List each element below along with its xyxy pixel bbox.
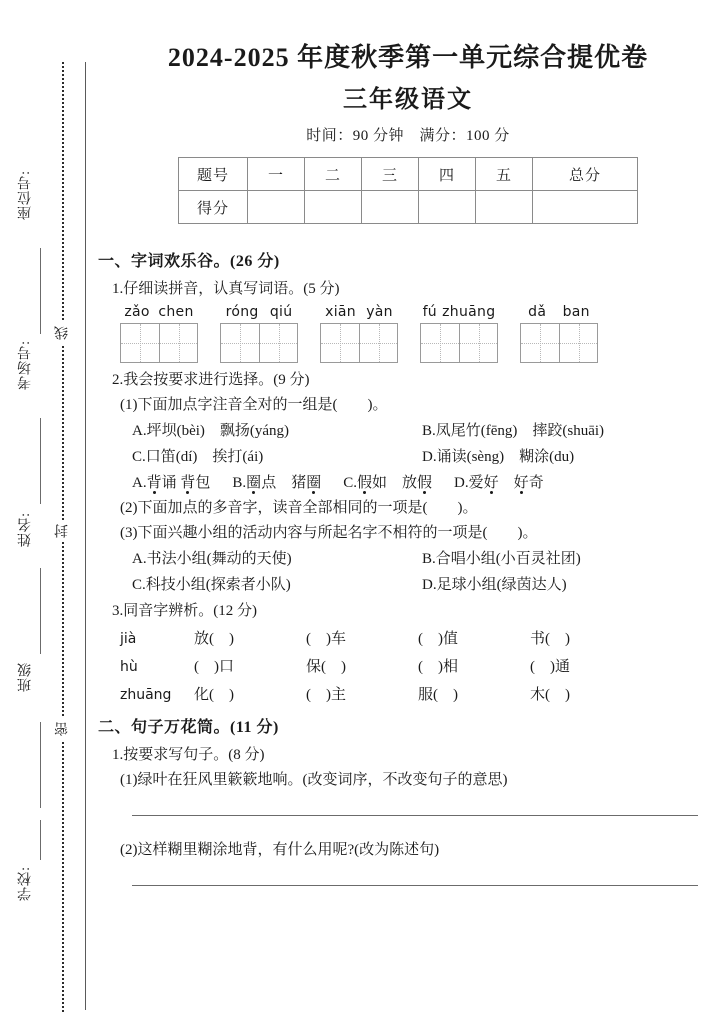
score-table-col-4: 四 [419, 158, 476, 191]
homophone-blank[interactable]: ( )口 [194, 659, 234, 676]
pinyin-syllable: ban [562, 304, 590, 321]
score-cell-total[interactable] [533, 191, 638, 224]
question-1-3-prompt: 3.同音字辨析。(12 分) [112, 603, 257, 620]
question-1-2-3-stem: (3)下面兴趣小组的活动内容与所起名字不相符的一项是( )。 [120, 525, 538, 542]
option-c[interactable]: C.口笛(dí) 挨打(ái) [132, 449, 264, 466]
dotted-char: 好 [514, 471, 529, 492]
tianzige-box-3[interactable] [320, 323, 398, 363]
homophone-pinyin: hù [120, 659, 138, 676]
pinyin-group-2 [220, 304, 298, 363]
exam-content [92, 224, 724, 886]
tianzige-box-4[interactable] [420, 323, 498, 363]
homophone-blank[interactable]: ( )主 [306, 687, 346, 704]
pinyin-group-3 [320, 304, 398, 363]
score-table-label-question: 题号 [179, 158, 248, 191]
pinyin-syllable: róng [225, 304, 259, 321]
tianzige-cell[interactable] [259, 324, 297, 362]
tianzige-cell[interactable] [221, 324, 259, 362]
question-1-2-1-options-cd [132, 445, 718, 466]
question-1-2-2-stem: (2)下面加点的多音字，读音全部相同的一项是( )。 [120, 500, 478, 517]
option-d[interactable]: D.诵读(sèng) 糊涂(du) [422, 449, 575, 466]
homophone-blank[interactable]: 服( ) [418, 687, 458, 704]
option-c[interactable]: C.科技小组(探索者小队) [132, 577, 291, 594]
score-cell-2[interactable] [305, 191, 362, 224]
field-rule-name[interactable] [40, 568, 41, 654]
seal-word-xian: 线 [53, 322, 73, 344]
pinyin-syllable: qiú [269, 304, 293, 321]
tianzige-cell[interactable] [359, 324, 397, 362]
seal-word-mi: 密 [53, 718, 73, 740]
homophone-blank[interactable]: ( )相 [418, 659, 458, 676]
field-rule-school[interactable] [40, 820, 41, 860]
score-table-col-total: 总分 [533, 158, 638, 191]
field-label-seat-number: 座位号: [18, 170, 33, 220]
seal-solid-line [85, 62, 86, 1010]
question-1-2-1-options-ab [132, 419, 718, 440]
tianzige-box-2[interactable] [220, 323, 298, 363]
question-2-1-2-stem: (2)这样糊里糊涂地背，有什么用呢?(改为陈述句) [120, 842, 440, 859]
homophone-blank[interactable]: 化( ) [194, 687, 234, 704]
homophone-row-hu [120, 655, 718, 676]
tianzige-box-5[interactable] [520, 323, 598, 363]
question-1-2-prompt: 2.我会按要求进行选择。(9 分) [112, 372, 310, 389]
question-1-2-2-options [132, 471, 718, 492]
pinyin-syllable: zhuāng [442, 304, 496, 321]
table-row-question-numbers [179, 158, 638, 191]
option-a[interactable]: A.书法小组(舞动的天使) [132, 551, 292, 568]
pinyin-row-5 [520, 304, 598, 320]
homophone-row-zhuang [120, 683, 718, 704]
option-b[interactable]: B.合唱小组(小百灵社团) [422, 551, 581, 568]
score-cell-4[interactable] [419, 191, 476, 224]
tianzige-cell[interactable] [421, 324, 459, 362]
pinyin-syllable: fú [422, 304, 437, 321]
question-1-2-1-stem: (1)下面加点字注音全对的一组是( )。 [120, 397, 388, 414]
dotted-char: 背 [180, 471, 195, 492]
homophone-blank[interactable]: 书( ) [530, 631, 570, 648]
homophone-blank[interactable]: ( )通 [530, 659, 570, 676]
question-1-2-3-options-cd [132, 573, 718, 594]
field-label-exam-room: 考场号: [18, 340, 33, 390]
option-d[interactable]: D.爱好 好奇 [454, 475, 544, 491]
answer-rule-1[interactable] [132, 815, 698, 816]
score-cell-1[interactable] [248, 191, 305, 224]
score-table-col-5: 五 [476, 158, 533, 191]
dotted-char: 好 [484, 471, 499, 492]
field-label-class: 班级 [18, 662, 33, 692]
option-a[interactable]: A.背诵 背包 [132, 475, 210, 491]
homophone-blank[interactable]: ( )车 [306, 631, 346, 648]
tianzige-box-1[interactable] [120, 323, 198, 363]
homophone-blank[interactable]: 放( ) [194, 631, 234, 648]
answer-rule-2[interactable] [132, 885, 698, 886]
seal-word-feng: 封 [53, 520, 73, 542]
tianzige-cell[interactable] [559, 324, 597, 362]
tianzige-cell[interactable] [159, 324, 197, 362]
option-a[interactable]: A.坪坝(bèi) 飘扬(yáng) [132, 423, 290, 440]
score-table-col-2: 二 [305, 158, 362, 191]
pinyin-syllable: xiān [325, 304, 356, 321]
section-heading-one: 一、字词欢乐谷。(26 分) [98, 253, 280, 271]
dotted-char: 圈 [306, 471, 321, 492]
exam-sheet [92, 0, 724, 1024]
question-2-1-1-stem: (1)绿叶在狂风里簌簌地响。(改变词序，不改变句子的意思) [120, 772, 508, 789]
question-1-2-3-options-ab [132, 547, 718, 568]
page-subtitle: 三年级语文 [343, 87, 473, 114]
pinyin-row-1 [120, 304, 198, 320]
homophone-row-jia [120, 627, 718, 648]
dotted-char: 背 [147, 471, 162, 492]
table-row-scores [179, 191, 638, 224]
pinyin-syllable: zǎo [124, 304, 150, 321]
option-b[interactable]: B.圈点 猪圈 [232, 475, 321, 491]
score-table-col-1: 一 [248, 158, 305, 191]
pinyin-syllable: dǎ [528, 304, 547, 321]
field-rule-class[interactable] [40, 722, 41, 808]
field-rule-exam-room[interactable] [40, 418, 41, 504]
pinyin-syllable: chen [158, 304, 194, 321]
pinyin-row-3 [320, 304, 398, 320]
field-label-school: 学校: [18, 866, 33, 901]
section-heading-two: 二、句子万花筒。(11 分) [98, 719, 279, 737]
tianzige-cell[interactable] [459, 324, 497, 362]
score-table-col-3: 三 [362, 158, 419, 191]
pinyin-group-5 [520, 304, 598, 363]
option-d[interactable]: D.足球小组(绿茵达人) [422, 577, 567, 594]
homophone-pinyin: zhuāng [120, 687, 172, 704]
seal-margin [0, 0, 92, 1024]
dotted-char: 圈 [246, 471, 261, 492]
field-label-name: 姓名: [18, 512, 33, 547]
field-rule-seat-number[interactable] [40, 248, 41, 334]
dotted-char: 假 [357, 471, 372, 492]
homophone-pinyin: jià [120, 631, 137, 648]
score-table-label-score: 得分 [179, 191, 248, 224]
score-table [178, 157, 638, 224]
question-2-1-prompt: 1.按要求写句子。(8 分) [112, 747, 265, 764]
option-b[interactable]: B.凤尾竹(fēng) 摔跤(shuāi) [422, 423, 605, 440]
homophone-blank[interactable]: 保( ) [306, 659, 346, 676]
page-title: 2024-2025 年度秋季第一单元综合提优卷 [167, 43, 649, 72]
homophone-blank[interactable]: 木( ) [530, 687, 570, 704]
pinyin-group-4 [420, 304, 498, 363]
pinyin-writing-block [120, 304, 718, 363]
dotted-char: 假 [417, 471, 432, 492]
pinyin-syllable: yàn [366, 304, 393, 321]
tianzige-cell[interactable] [121, 324, 159, 362]
score-cell-3[interactable] [362, 191, 419, 224]
pinyin-row-2 [220, 304, 298, 320]
exam-meta: 时间：90 分钟 满分：100 分 [306, 128, 510, 145]
tianzige-cell[interactable] [521, 324, 559, 362]
score-cell-5[interactable] [476, 191, 533, 224]
option-c[interactable]: C.假如 放假 [343, 475, 432, 491]
pinyin-group-1 [120, 304, 198, 363]
pinyin-row-4 [420, 304, 498, 320]
homophone-blank[interactable]: ( )值 [418, 631, 458, 648]
question-1-1-prompt: 1.仔细读拼音，认真写词语。(5 分) [112, 281, 340, 298]
tianzige-cell[interactable] [321, 324, 359, 362]
